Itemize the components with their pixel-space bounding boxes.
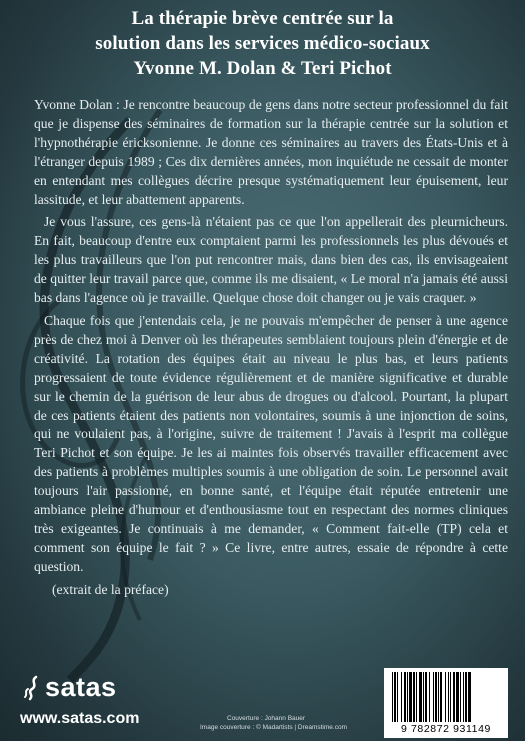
paragraph-1: Yvonne Dolan : Je rencontre beaucoup de gens dans notre secteur professionnel du fait que je dispense des séminaires de formation sur la thérapie centrée sur la solution et l'hypnothérapie éricksonienne. Je donne ces séminaires au travers des États-Unis et à l'étranger depuis 1989 ; Ces dix dernières années, mon inquiétude ne cessait de monter en entendant mes collègues décrire presque systématiquement leur épuisement, leur lassitude, et leur abattement apparents.	[34, 97, 508, 207]
credit-cover: Couverture : Johann Bauer	[227, 715, 306, 722]
cover-title-block	[0, 6, 525, 81]
barcode	[384, 668, 508, 738]
credit-image: Image couverture : © Madartists | Dreamstime.com	[200, 724, 347, 731]
publisher-website: www.satas.com	[20, 710, 140, 727]
paragraph-3: Chaque fois que j'entendais cela, je ne pouvais m'empêcher de penser à une agence près de chez moi à Denver où les thérapeutes semblaient toujours plein d'énergie et de créativité. La rotation des équipes était au niveau le plus bas, et leurs patients progressaient de toute évidence régulièrement et de manière significative et durable sur le chemin de la guérison de leur abus de drogues ou d'alcool. Pourtant, la plupart de ces patients étaient des patients non volontaires, soumis à une injonction de soins, qui ne voulaient pas, à l'origine, suivre de traitement ! J'avais à l'esprit ma collègue Teri Pichot et son équipe. Je les ai maintes fois observés travailler efficacement avec des patients à problèmes multiples soumis à une obligation de soin. Le personnel avait toujours l'air passionné, en bonne santé, et l'équipe était réputée entretenir une ambiance pleine d'humour et d'enthousiasme tout en respectant des normes cliniques très exigeantes. Je continuais à me demander, « Comment fait-elle (TP) cela et comment son équipe le fait ? » Ce livre, entre autres, essaie de répondre à cette question.	[34, 312, 508, 574]
book-authors: Yvonne M. Dolan & Teri Pichot	[133, 58, 392, 79]
cover-credits	[200, 714, 347, 732]
back-cover-text	[34, 96, 508, 604]
extract-note: (extrait de la préface)	[52, 581, 169, 597]
publisher-logo-icon	[22, 675, 42, 701]
publisher-name: satas	[45, 672, 117, 702]
barcode-bars	[390, 672, 502, 722]
book-title-line-1: La thérapie brève centrée sur la	[131, 8, 394, 29]
book-title-line-2: solution dans les services médico-sociaux	[95, 33, 430, 54]
isbn-number: 9 782872 931149	[401, 723, 491, 735]
publisher-logo	[22, 672, 117, 703]
paragraph-2: Je vous l'assure, ces gens-là n'étaient pas ce que l'on appellerait des pleurnicheurs. En fait, beaucoup d'entre eux comptaient parmi les professionnels les plus dévoués et les plus travailleurs que l'on put rencontrer mais, dans bien des cas, ils envisageaient de quitter leur travail parce que, comme ils me disaient, « Le moral n'a jamais été aussi bas dans l'agence où je travaille. Quelque chose doit changer ou je vais craquer. »	[34, 214, 508, 306]
